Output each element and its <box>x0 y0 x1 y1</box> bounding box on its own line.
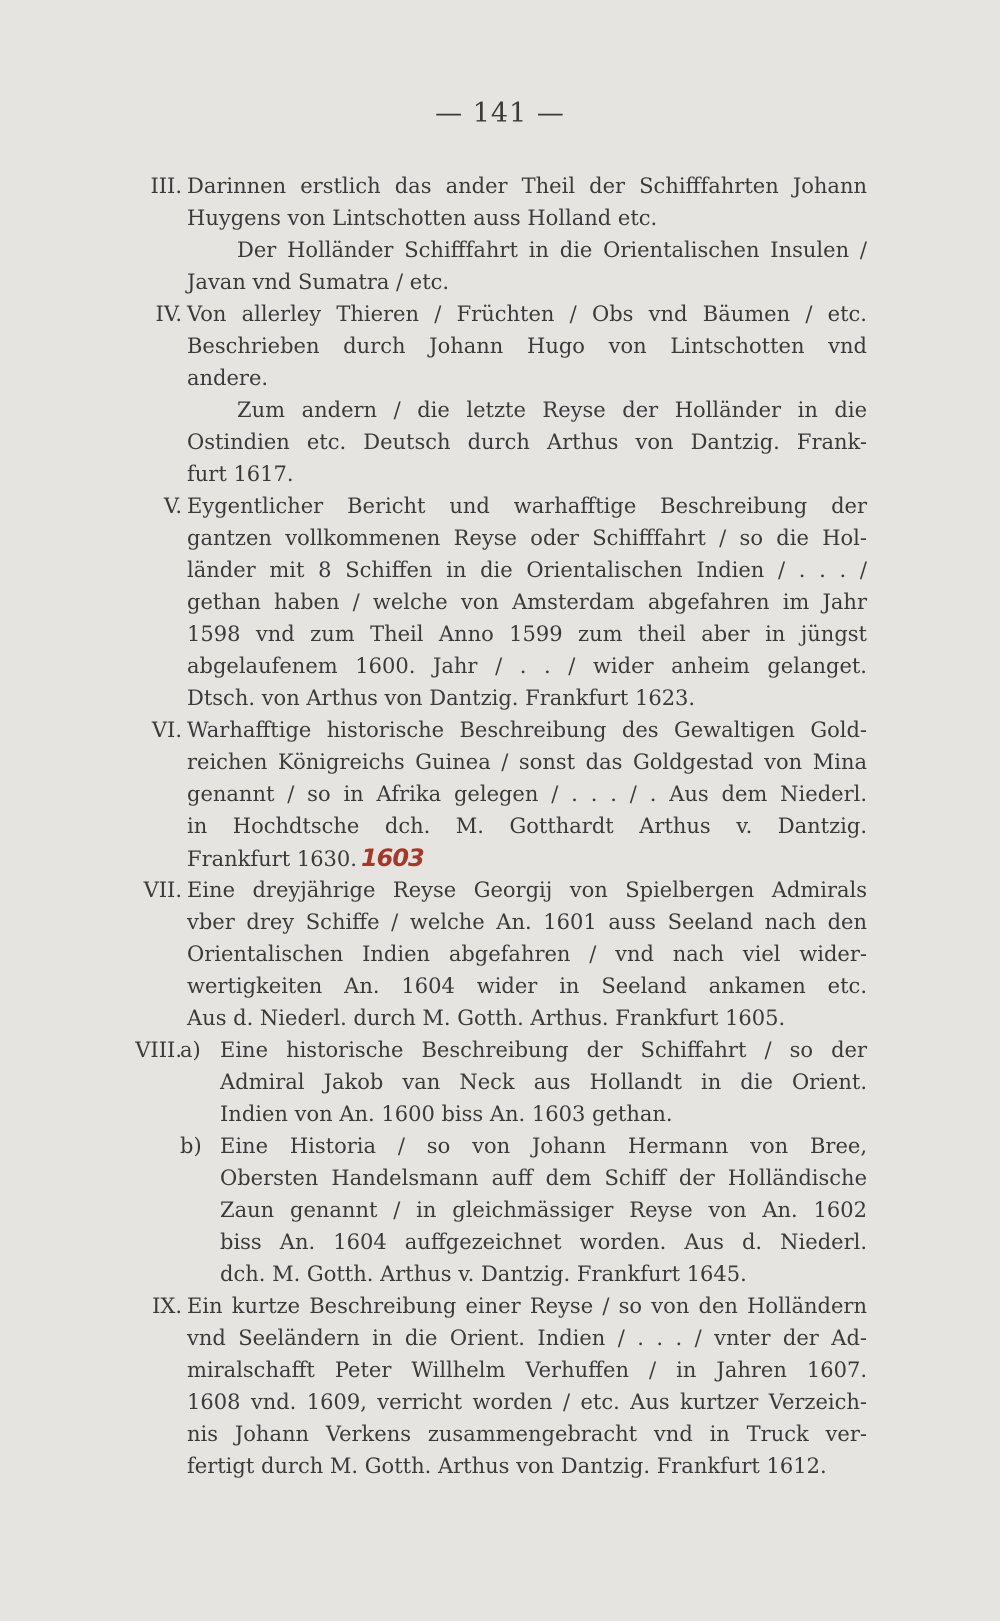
entry-ix <box>0 1290 1000 1482</box>
entry-line: Eine historische Beschreibung der Schiffahrt / so der <box>220 1038 867 1062</box>
entry-line: wertigkeiten An. 1604 wider in Seeland ankamen etc. <box>187 974 867 998</box>
entry-line: Obersten Handelsmann auff dem Schiff der Holländische <box>220 1166 867 1190</box>
entry-line: miralschafft Peter Willhelm Verhuffen / in Jahren 1607. <box>187 1358 867 1382</box>
entry-numeral: VII. <box>143 878 182 902</box>
entry-line: Ein kurtze Beschreibung einer Reyse / so von den Holländern <box>187 1294 867 1318</box>
entry-line: vnd Seeländern in die Orient. Indien / . . . / vnter der Ad- <box>187 1326 867 1350</box>
entry-line: abgelaufenem 1600. Jahr / . . / wider anheim gelanget. <box>187 654 867 678</box>
entry-iii <box>0 170 1000 298</box>
entry-line: 1608 vnd. 1609, verricht worden / etc. Aus kurtzer Verzeich- <box>187 1390 867 1414</box>
entry-line: in Hochdtsche dch. M. Gotthardt Arthus v. Dantzig. <box>187 814 867 838</box>
entry-line: Darinnen erstlich das ander Theil der Schifffahrten Johann <box>187 174 867 198</box>
handwritten-note: 1603 <box>360 844 424 872</box>
entry-line-with-note <box>187 842 867 874</box>
entry-line: Von allerley Thieren / Früchten / Obs vnd Bäumen / etc. <box>187 302 867 326</box>
subentry-b <box>0 1130 1000 1290</box>
subentry-a <box>0 1034 1000 1130</box>
entry-line: Huygens von Lintschotten auss Holland etc. <box>187 206 658 230</box>
entry-line: 1598 vnd zum Theil Anno 1599 zum theil aber in jüngst <box>187 622 867 646</box>
entry-line: fertigt durch M. Gotth. Arthus von Dantzig. Frankfurt 1612. <box>187 1454 827 1478</box>
entry-line: Indien von An. 1600 biss An. 1603 gethan. <box>220 1102 673 1126</box>
subentry-label: b) <box>180 1134 202 1158</box>
entry-line: dch. M. Gotth. Arthus v. Dantzig. Frankfurt 1645. <box>220 1262 747 1286</box>
entry-numeral: IV. <box>155 302 182 326</box>
entry-numeral: VI. <box>151 718 182 742</box>
entry-line: Admiral Jakob van Neck aus Hollandt in die Orient. <box>220 1070 867 1094</box>
entry-line: gantzen vollkommenen Reyse oder Schifffahrt / so die Hol- <box>187 526 867 550</box>
entry-line: Dtsch. von Arthus von Dantzig. Frankfurt 1623. <box>187 686 696 710</box>
entry-line: Orientalischen Indien abgefahren / vnd nach viel wider- <box>187 942 867 966</box>
entry-line: Javan vnd Sumatra / etc. <box>187 270 450 294</box>
entry-line: Der Holländer Schifffahrt in die Orientalischen Insulen / <box>237 238 867 262</box>
entry-line: Aus d. Niederl. durch M. Gotth. Arthus. Frankfurt 1605. <box>187 1006 786 1030</box>
entry-numeral: III. <box>150 174 182 198</box>
entry-line: gethan haben / welche von Amsterdam abgefahren im Jahr <box>187 590 867 614</box>
entry-line: genannt / so in Afrika gelegen / . . . / . Aus dem Niederl. <box>187 782 867 806</box>
entry-line: nis Johann Verkens zusammengebracht vnd in Truck ver- <box>187 1422 867 1446</box>
entry-line: Warhafftige historische Beschreibung des Gewaltigen Gold- <box>187 718 867 742</box>
entry-viii <box>0 1034 1000 1290</box>
entry-line: Eygentlicher Bericht und warhafftige Beschreibung der <box>187 494 867 518</box>
entry-line: biss An. 1604 auffgezeichnet worden. Aus d. Niederl. <box>220 1230 867 1254</box>
entry-line: Ostindien etc. Deutsch durch Arthus von Dantzig. Frank- <box>187 430 867 454</box>
entry-line: andere. <box>187 366 269 390</box>
entry-vii <box>0 874 1000 1034</box>
entry-iv <box>0 298 1000 490</box>
entry-line: Eine dreyjährige Reyse Georgij von Spielbergen Admirals <box>187 878 867 902</box>
entry-numeral: IX. <box>152 1294 182 1318</box>
entry-numeral: V. <box>163 494 182 518</box>
page-number: — 141 — <box>435 98 565 129</box>
entry-line: reichen Königreichs Guinea / sonst das Goldgestad von Mina <box>187 750 867 774</box>
subentry-label: a) <box>180 1038 201 1062</box>
entry-line: Frankfurt 1630. <box>187 847 357 871</box>
entry-vi <box>0 714 1000 874</box>
entry-line: Zaun genannt / in gleichmässiger Reyse von An. 1602 <box>220 1198 867 1222</box>
entry-line: Beschrieben durch Johann Hugo von Lintschotten vnd <box>187 334 867 358</box>
entry-line: Zum andern / die letzte Reyse der Holländer in die <box>237 398 867 422</box>
entry-numeral: VIII. <box>135 1038 182 1062</box>
entry-line: Eine Historia / so von Johann Hermann von Bree, <box>220 1134 867 1158</box>
entry-list <box>0 170 1000 1482</box>
entry-v <box>0 490 1000 714</box>
entry-line: länder mit 8 Schiffen in die Orientalischen Indien / . . . / <box>187 558 867 582</box>
entry-line: furt 1617. <box>187 462 294 486</box>
entry-line: vber drey Schiffe / welche An. 1601 auss Seeland nach den <box>187 910 867 934</box>
